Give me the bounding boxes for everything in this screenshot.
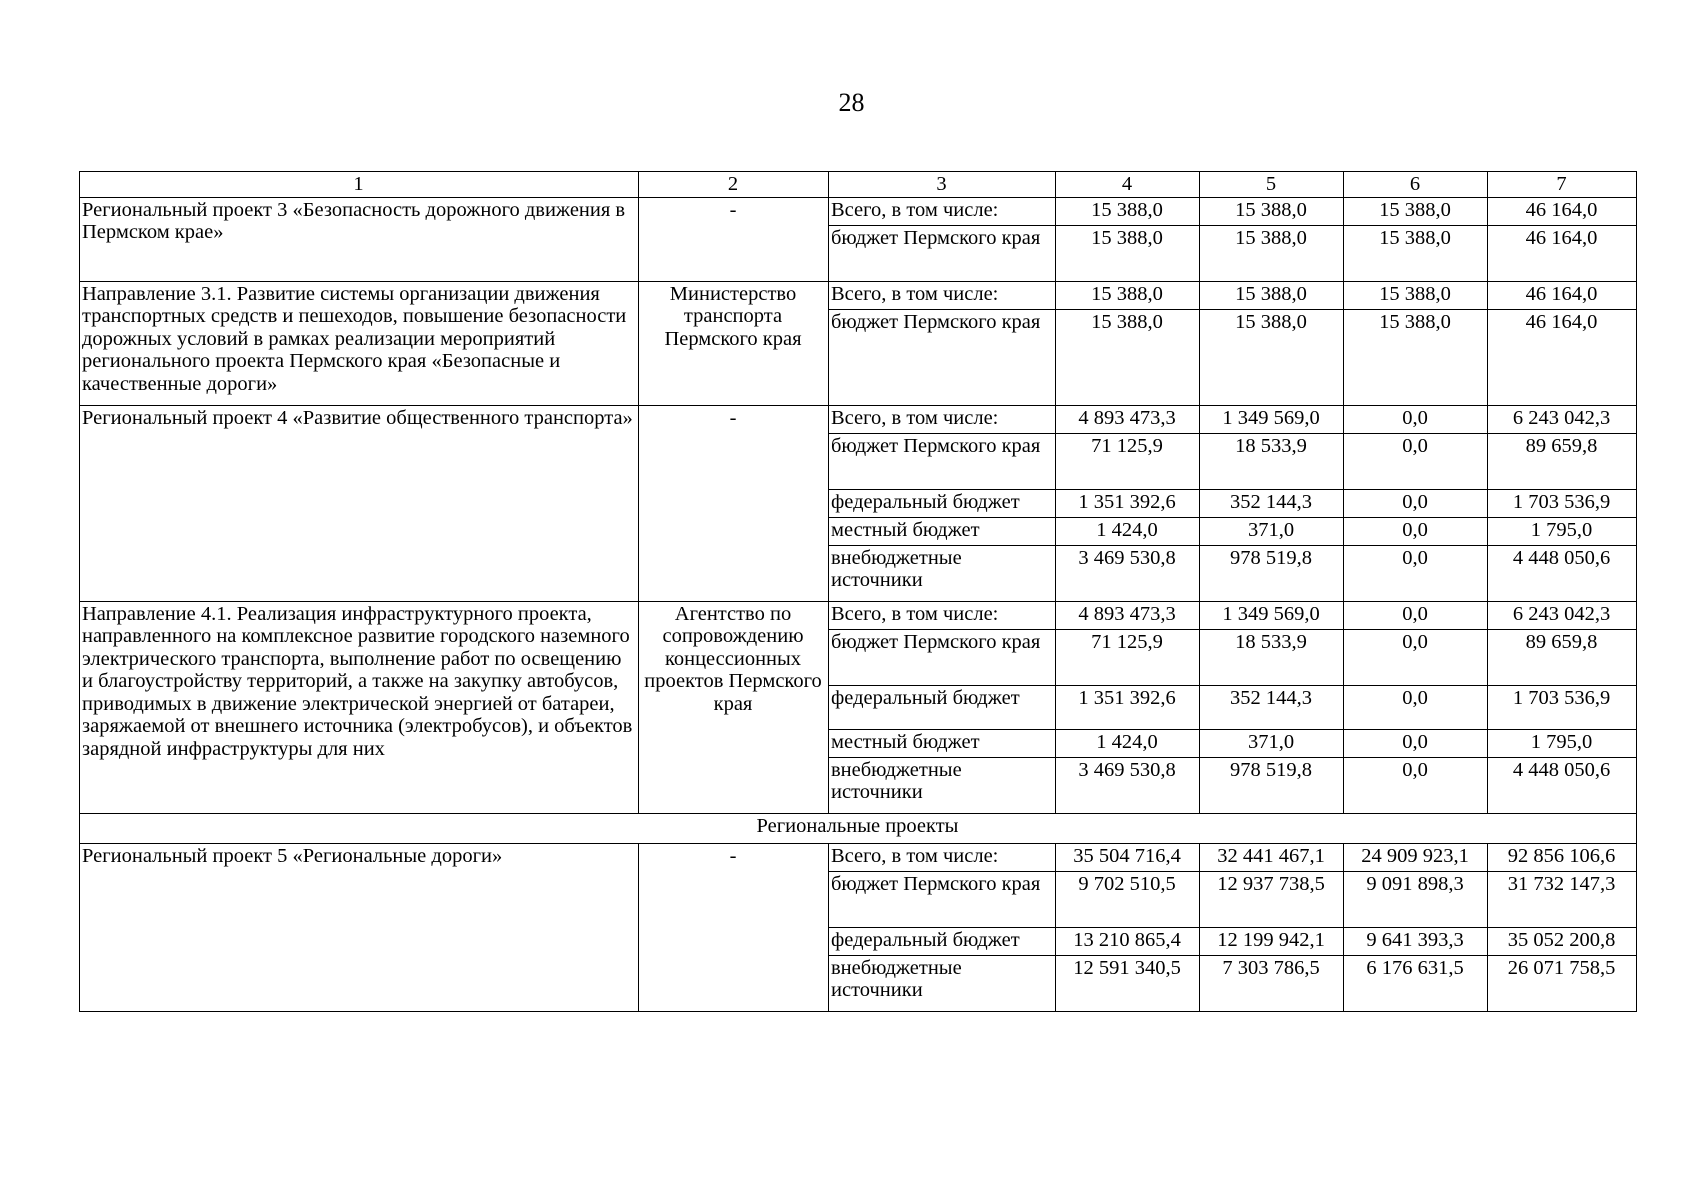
value-cell-col5: 352 144,3 xyxy=(1200,489,1344,517)
executor-cell: Министерство транспорта Пермского края xyxy=(639,281,829,405)
funding-source-cell: Всего, в том числе: xyxy=(829,197,1056,225)
value-cell-col7: 46 164,0 xyxy=(1488,197,1637,225)
funding-source-cell: внебюджетные источники xyxy=(829,545,1056,601)
value-cell-col5: 7 303 786,5 xyxy=(1200,955,1344,1011)
value-cell-col6: 0,0 xyxy=(1344,629,1488,685)
value-cell-col6: 0,0 xyxy=(1344,517,1488,545)
column-header: 7 xyxy=(1488,172,1637,198)
value-cell-col7: 46 164,0 xyxy=(1488,281,1637,309)
value-cell-col5: 15 388,0 xyxy=(1200,225,1344,281)
value-cell-col5: 18 533,9 xyxy=(1200,629,1344,685)
value-cell-col4: 1 424,0 xyxy=(1056,517,1200,545)
value-cell-col5: 32 441 467,1 xyxy=(1200,843,1344,871)
value-cell-col6: 0,0 xyxy=(1344,601,1488,629)
funding-source-cell: внебюджетные источники xyxy=(829,955,1056,1011)
header-row xyxy=(80,172,1637,198)
column-header: 6 xyxy=(1344,172,1488,198)
value-cell-col4: 15 388,0 xyxy=(1056,225,1200,281)
value-cell-col7: 1 703 536,9 xyxy=(1488,685,1637,729)
value-cell-col5: 352 144,3 xyxy=(1200,685,1344,729)
block-total-row xyxy=(80,281,1637,309)
funding-source-cell: местный бюджет xyxy=(829,517,1056,545)
value-cell-col4: 4 893 473,3 xyxy=(1056,601,1200,629)
value-cell-col5: 978 519,8 xyxy=(1200,757,1344,813)
value-cell-col5: 15 388,0 xyxy=(1200,281,1344,309)
value-cell-col5: 15 388,0 xyxy=(1200,309,1344,405)
funding-source-cell: бюджет Пермского края xyxy=(829,309,1056,405)
value-cell-col4: 15 388,0 xyxy=(1056,197,1200,225)
funding-source-cell: бюджет Пермского края xyxy=(829,871,1056,927)
funding-source-cell: федеральный бюджет xyxy=(829,489,1056,517)
funding-source-cell: федеральный бюджет xyxy=(829,927,1056,955)
value-cell-col4: 13 210 865,4 xyxy=(1056,927,1200,955)
value-cell-col5: 1 349 569,0 xyxy=(1200,601,1344,629)
funding-source-cell: местный бюджет xyxy=(829,729,1056,757)
value-cell-col6: 6 176 631,5 xyxy=(1344,955,1488,1011)
value-cell-col6: 0,0 xyxy=(1344,685,1488,729)
value-cell-col4: 71 125,9 xyxy=(1056,629,1200,685)
column-header: 4 xyxy=(1056,172,1200,198)
value-cell-col6: 9 641 393,3 xyxy=(1344,927,1488,955)
section-title: Региональные проекты xyxy=(80,813,1637,843)
value-cell-col4: 1 351 392,6 xyxy=(1056,685,1200,729)
page-number: 28 xyxy=(838,88,865,117)
value-cell-col7: 1 795,0 xyxy=(1488,517,1637,545)
value-cell-col4: 3 469 530,8 xyxy=(1056,757,1200,813)
column-header: 2 xyxy=(639,172,829,198)
value-cell-col7: 26 071 758,5 xyxy=(1488,955,1637,1011)
funding-source-cell: внебюджетные источники xyxy=(829,757,1056,813)
value-cell-col5: 371,0 xyxy=(1200,517,1344,545)
value-cell-col6: 9 091 898,3 xyxy=(1344,871,1488,927)
funding-source-cell: Всего, в том числе: xyxy=(829,281,1056,309)
value-cell-col7: 89 659,8 xyxy=(1488,629,1637,685)
value-cell-col5: 12 937 738,5 xyxy=(1200,871,1344,927)
value-cell-col4: 4 893 473,3 xyxy=(1056,405,1200,433)
value-cell-col4: 1 424,0 xyxy=(1056,729,1200,757)
value-cell-col5: 978 519,8 xyxy=(1200,545,1344,601)
block-total-row xyxy=(80,601,1637,629)
block-total-row xyxy=(80,405,1637,433)
value-cell-col7: 31 732 147,3 xyxy=(1488,871,1637,927)
executor-cell: - xyxy=(639,843,829,1011)
funding-source-cell: федеральный бюджет xyxy=(829,685,1056,729)
value-cell-col7: 6 243 042,3 xyxy=(1488,405,1637,433)
funding-source-cell: Всего, в том числе: xyxy=(829,601,1056,629)
value-cell-col6: 24 909 923,1 xyxy=(1344,843,1488,871)
value-cell-col6: 0,0 xyxy=(1344,405,1488,433)
block-total-row xyxy=(80,197,1637,225)
column-header: 3 xyxy=(829,172,1056,198)
value-cell-col6: 0,0 xyxy=(1344,545,1488,601)
value-cell-col4: 3 469 530,8 xyxy=(1056,545,1200,601)
value-cell-col6: 0,0 xyxy=(1344,489,1488,517)
value-cell-col4: 71 125,9 xyxy=(1056,433,1200,489)
funding-source-cell: бюджет Пермского края xyxy=(829,433,1056,489)
value-cell-col4: 15 388,0 xyxy=(1056,281,1200,309)
value-cell-col7: 35 052 200,8 xyxy=(1488,927,1637,955)
value-cell-col5: 371,0 xyxy=(1200,729,1344,757)
value-cell-col7: 1 703 536,9 xyxy=(1488,489,1637,517)
value-cell-col4: 1 351 392,6 xyxy=(1056,489,1200,517)
funding-source-cell: бюджет Пермского края xyxy=(829,225,1056,281)
table-body xyxy=(80,172,1637,1012)
value-cell-col4: 15 388,0 xyxy=(1056,309,1200,405)
column-header: 1 xyxy=(80,172,639,198)
value-cell-col6: 0,0 xyxy=(1344,433,1488,489)
program-name-cell: Региональный проект 5 «Региональные дороги» xyxy=(80,843,639,1011)
value-cell-col5: 1 349 569,0 xyxy=(1200,405,1344,433)
funding-source-cell: Всего, в том числе: xyxy=(829,405,1056,433)
program-name-cell: Региональный проект 3 «Безопасность дорожного движения в Пермском крае» xyxy=(80,197,639,281)
column-header: 5 xyxy=(1200,172,1344,198)
value-cell-col7: 92 856 106,6 xyxy=(1488,843,1637,871)
value-cell-col7: 4 448 050,6 xyxy=(1488,757,1637,813)
value-cell-col6: 15 388,0 xyxy=(1344,281,1488,309)
program-name-cell: Региональный проект 4 «Развитие общественного транспорта» xyxy=(80,405,639,601)
value-cell-col5: 18 533,9 xyxy=(1200,433,1344,489)
value-cell-col5: 15 388,0 xyxy=(1200,197,1344,225)
value-cell-col4: 35 504 716,4 xyxy=(1056,843,1200,871)
block-total-row xyxy=(80,843,1637,871)
funding-source-cell: бюджет Пермского края xyxy=(829,629,1056,685)
value-cell-col5: 12 199 942,1 xyxy=(1200,927,1344,955)
value-cell-col6: 15 388,0 xyxy=(1344,197,1488,225)
value-cell-col4: 9 702 510,5 xyxy=(1056,871,1200,927)
value-cell-col7: 1 795,0 xyxy=(1488,729,1637,757)
value-cell-col6: 15 388,0 xyxy=(1344,225,1488,281)
value-cell-col4: 12 591 340,5 xyxy=(1056,955,1200,1011)
program-name-cell: Направление 4.1. Реализация инфраструктурного проекта, направленного на комплексное развитие городского наземного электрического транспорта, выполнение работ по освещению и благоустройству территорий, а также на закупку автобусов, приводимых в движение электрической энергией от батареи, заряжаемой от внешнего источника (электробусов), и объектов зарядной инфраструктуры для них xyxy=(80,601,639,813)
executor-cell: - xyxy=(639,197,829,281)
value-cell-col6: 15 388,0 xyxy=(1344,309,1488,405)
value-cell-col7: 46 164,0 xyxy=(1488,225,1637,281)
value-cell-col7: 89 659,8 xyxy=(1488,433,1637,489)
value-cell-col7: 46 164,0 xyxy=(1488,309,1637,405)
financing-table xyxy=(79,171,1637,1012)
value-cell-col7: 4 448 050,6 xyxy=(1488,545,1637,601)
funding-source-cell: Всего, в том числе: xyxy=(829,843,1056,871)
value-cell-col6: 0,0 xyxy=(1344,757,1488,813)
section-row xyxy=(80,813,1637,843)
executor-cell: Агентство по сопровождению концессионных проектов Пермского края xyxy=(639,601,829,813)
program-name-cell: Направление 3.1. Развитие системы организации движения транспортных средств и пешеходов, повышение безопасности дорожных условий в рамках реализации мероприятий регионального проекта Пермского края «Безопасные и качественные дороги» xyxy=(80,281,639,405)
executor-cell: - xyxy=(639,405,829,601)
value-cell-col6: 0,0 xyxy=(1344,729,1488,757)
value-cell-col7: 6 243 042,3 xyxy=(1488,601,1637,629)
